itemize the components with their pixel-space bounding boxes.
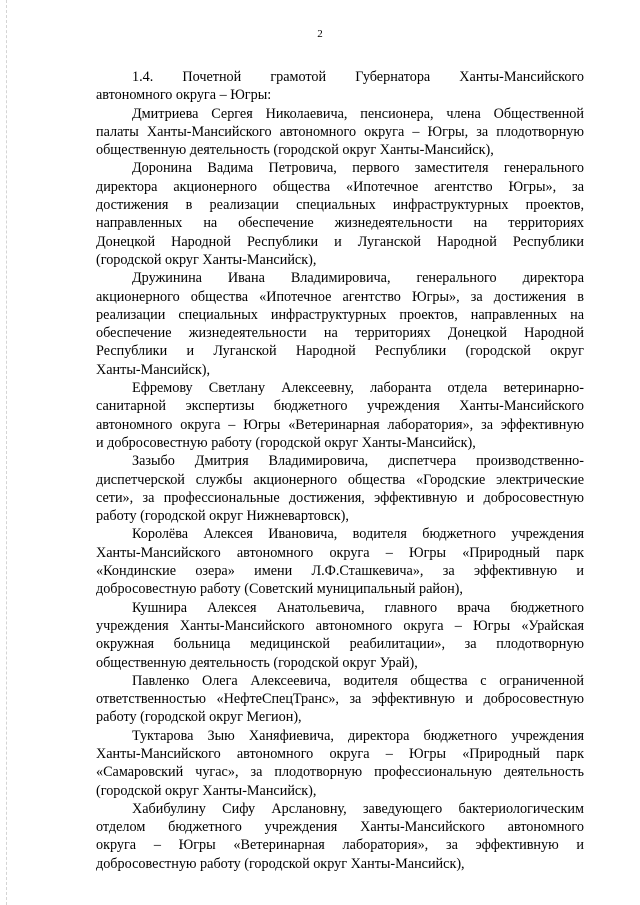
text-line: диспетчерской службы акционерного общества «Городские электрические bbox=[96, 471, 584, 488]
text-line: 1.4. Почетной грамотой Губернатора Ханты-Мансийского bbox=[132, 69, 584, 85]
text-line: добросовестную работу (Советский муниципальный район), bbox=[96, 581, 463, 598]
text-line: Дружинина Ивана Владимировича, генерального директора bbox=[132, 270, 584, 287]
text-line: ответственностью «НефтеСпецТранс», за эффективную и добросовестную bbox=[96, 691, 584, 708]
text-line: (городской округ Ханты-Мансийск), bbox=[96, 251, 317, 268]
text-line: Дмитриева Сергея Николаевича, пенсионера, члена Общественной bbox=[132, 105, 584, 122]
award-paragraph-doronina bbox=[96, 159, 584, 269]
award-paragraph-tuktarova bbox=[96, 727, 584, 800]
text-line: учреждения Ханты-Мансийского автономного округа – Югры «Урайская bbox=[96, 617, 584, 634]
page-edge-line bbox=[6, 0, 7, 905]
text-line: добросовестную работу (городской округ Ханты-Мансийск), bbox=[96, 855, 465, 872]
text-line: реализации специальных инфраструктурных проектов, направленных на bbox=[96, 306, 584, 323]
text-line: санитарной экспертизы бюджетного учреждения Ханты-Мансийского bbox=[96, 398, 584, 415]
text-line: Кушнира Алексея Анатольевича, главного врача бюджетного bbox=[132, 599, 584, 616]
text-line: достижения в реализации специальных инфраструктурных проектов, bbox=[96, 197, 584, 214]
text-line: обеспечение жизнедеятельности на территориях Донецкой Народной bbox=[96, 325, 584, 342]
text-line: палаты Ханты-Мансийского автономного округа – Югры, за плодотворную bbox=[96, 123, 584, 140]
text-line: «Самаровский чугас», за плодотворную профессиональную деятельность bbox=[96, 764, 584, 781]
text-line: (городской округ Ханты-Мансийск), bbox=[96, 782, 317, 799]
page-number: 2 bbox=[317, 28, 323, 40]
text-line: Туктарова Зыю Ханяфиевича, директора бюджетного учреждения bbox=[132, 727, 584, 744]
text-line: Королёва Алексея Ивановича, водителя бюджетного учреждения bbox=[132, 526, 584, 543]
text-line: Ханты-Мансийского автономного округа – Югры «Природный парк bbox=[96, 745, 584, 762]
text-line: Республики и Луганской Народной Республики (городской округ bbox=[96, 343, 584, 360]
text-line: Павленко Олега Алексеевича, водителя общества с ограниченной bbox=[132, 672, 584, 689]
text-line: и добросовестную работу (городской округ Ханты-Мансийск), bbox=[96, 434, 476, 451]
award-paragraph-khabibulinu bbox=[96, 800, 584, 873]
award-paragraph-pavlenko bbox=[96, 672, 584, 727]
text-line: направленных на обеспечение жизнедеятельности на территориях bbox=[96, 215, 584, 232]
award-paragraph-zazybo bbox=[96, 452, 584, 525]
text-line: работу (городской округ Нижневартовск), bbox=[96, 508, 349, 525]
document-body bbox=[96, 68, 584, 873]
text-line: сети», за профессиональные достижения, эффективную и добросовестную bbox=[96, 489, 584, 506]
text-line: акционерного общества «Ипотечное агентство Югры», за достижения в bbox=[96, 288, 584, 305]
award-paragraph-druzhinina bbox=[96, 269, 584, 379]
text-line: Хабибулину Сифу Арслановну, заведующего бактериологическим bbox=[132, 800, 584, 817]
award-paragraph-dmitrieva bbox=[96, 105, 584, 160]
text-line: Донецкой Народной Республики и Луганской Народной Республики bbox=[96, 233, 584, 250]
text-line: окружная больница медицинской реабилитации», за плодотворную bbox=[96, 636, 584, 653]
text-line: округа – Югры «Ветеринарная лаборатория», за эффективную и bbox=[96, 837, 584, 854]
text-line: общественную деятельность (городской округ Ханты-Мансийск), bbox=[96, 142, 494, 159]
text-line: работу (городской округ Мегион), bbox=[96, 709, 302, 726]
text-line: автономного округа – Югры «Ветеринарная лаборатория», за эффективную bbox=[96, 416, 584, 433]
text-line: отделом бюджетного учреждения Ханты-Мансийского автономного bbox=[96, 819, 584, 836]
award-paragraph-efremova bbox=[96, 379, 584, 452]
text-line: Ханты-Мансийск), bbox=[96, 361, 211, 378]
text-line: Доронина Вадима Петровича, первого заместителя генерального bbox=[132, 160, 584, 177]
award-paragraph-kushnira bbox=[96, 599, 584, 672]
text-line: автономного округа – Югры: bbox=[96, 87, 272, 104]
text-line: Ефремову Светлану Алексеевну, лаборанта отдела ветеринарно- bbox=[132, 380, 584, 397]
section-heading bbox=[96, 68, 584, 105]
award-paragraph-koroleva bbox=[96, 525, 584, 598]
text-line: Зазыбо Дмитрия Владимировича, диспетчера производственно- bbox=[132, 453, 584, 470]
text-line: директора акционерного общества «Ипотечное агентство Югры», за bbox=[96, 178, 584, 195]
text-line: общественную деятельность (городской округ Урай), bbox=[96, 654, 418, 671]
text-line: «Кондинские озера» имени Л.Ф.Сташкевича», за эффективную и bbox=[96, 563, 584, 580]
text-line: Ханты-Мансийского автономного округа – Югры «Природный парк bbox=[96, 544, 584, 561]
